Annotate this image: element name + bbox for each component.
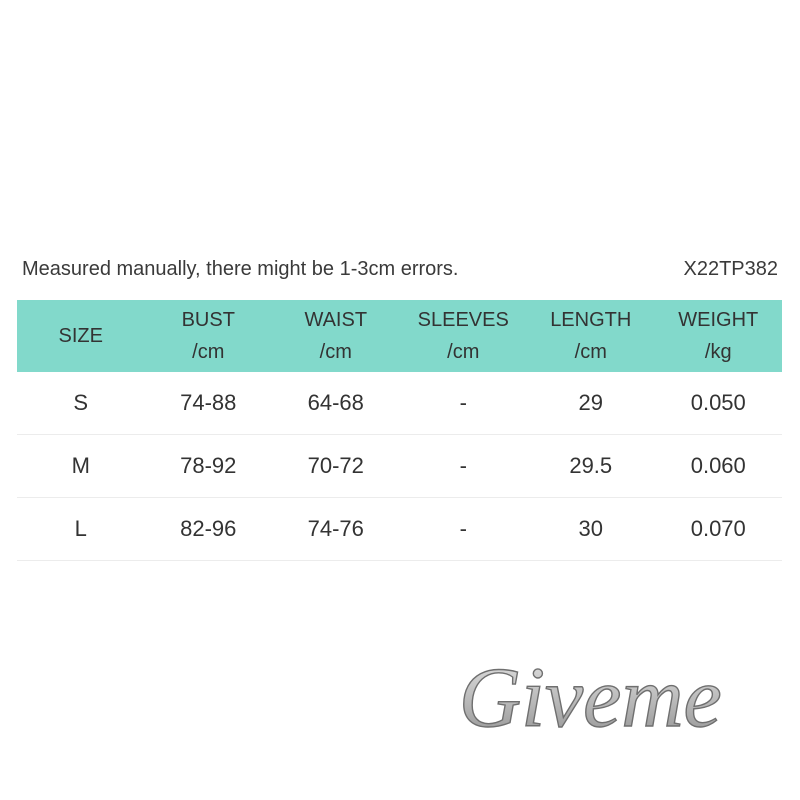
cell-size: L: [17, 498, 145, 561]
cell-length: 30: [527, 498, 655, 561]
header-label: WAIST: [304, 309, 368, 331]
brand-logo-text: Giveme: [459, 649, 722, 745]
header-unit: /kg: [704, 341, 732, 363]
size-chart-table: [17, 300, 782, 561]
table-row: [17, 498, 782, 561]
cell-waist: 70-72: [272, 435, 400, 498]
header-waist: [272, 300, 400, 372]
cell-length: 29.5: [527, 435, 655, 498]
cell-sleeves: -: [400, 498, 528, 561]
cell-waist: 64-68: [272, 372, 400, 435]
header-label: BUST: [181, 309, 235, 331]
cell-sleeves: -: [400, 372, 528, 435]
cell-bust: 78-92: [145, 435, 273, 498]
header-label: WEIGHT: [678, 309, 759, 331]
table-header-row: [17, 300, 782, 372]
header-unit: /cm: [319, 341, 352, 363]
header-length: [527, 300, 655, 372]
header-sleeves: [400, 300, 528, 372]
header-size: [17, 300, 145, 372]
header-label: LENGTH: [550, 309, 632, 331]
cell-weight: 0.070: [655, 498, 783, 561]
table-row: [17, 372, 782, 435]
header-weight: [655, 300, 783, 372]
product-code: X22TP382: [683, 258, 778, 280]
header-unit: /cm: [574, 341, 607, 363]
cell-weight: 0.060: [655, 435, 783, 498]
cell-weight: 0.050: [655, 372, 783, 435]
cell-bust: 74-88: [145, 372, 273, 435]
cell-length: 29: [527, 372, 655, 435]
header-label: SIZE: [58, 325, 103, 347]
cell-bust: 82-96: [145, 498, 273, 561]
cell-sleeves: -: [400, 435, 528, 498]
header-unit: /cm: [447, 341, 480, 363]
measurement-note: Measured manually, there might be 1-3cm errors.: [22, 258, 459, 280]
header-label: SLEEVES: [417, 309, 509, 331]
brand-logo: [455, 640, 775, 750]
cell-size: M: [17, 435, 145, 498]
header-unit: /cm: [192, 341, 225, 363]
header-bust: [145, 300, 273, 372]
cell-size: S: [17, 372, 145, 435]
cell-waist: 74-76: [272, 498, 400, 561]
table-row: [17, 435, 782, 498]
